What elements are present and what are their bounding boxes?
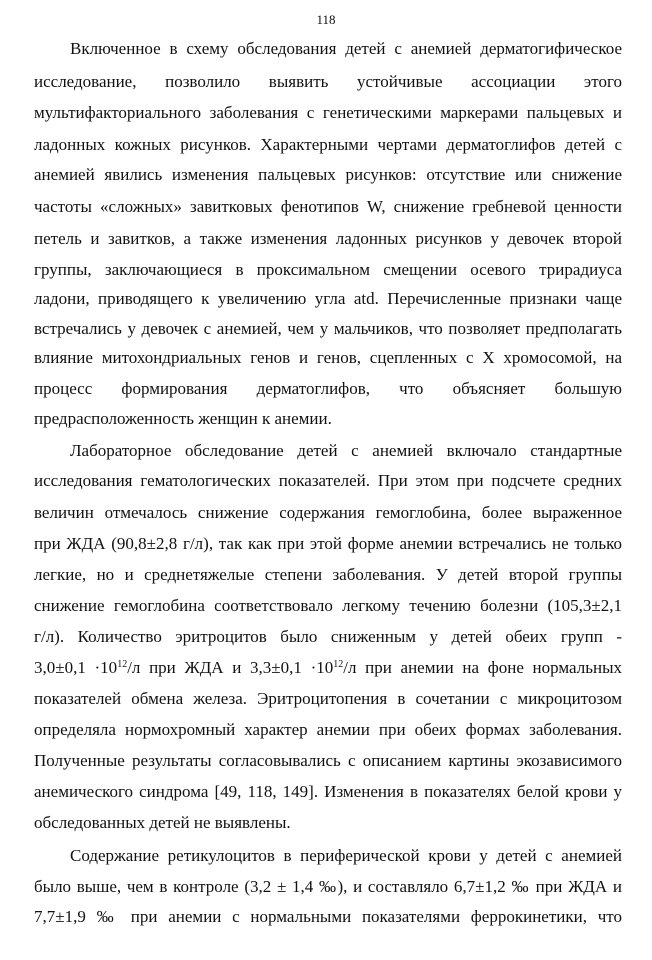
text-line: анемического синдрома [49, 118, 149]. Изменения в показателях белой крови у bbox=[34, 782, 622, 801]
text-line: предрасположенность женщин к анемии. bbox=[34, 409, 332, 428]
text-line: при ЖДА (90,8±2,8 г/л), так как при этой форме анемии встречались не только bbox=[34, 534, 622, 553]
text-line: мультифакториального заболевания с генетическими маркерами пальцевых и bbox=[34, 103, 622, 122]
text-line: частоты «сложных» завитковых фенотипов W, снижение гребневой ценности bbox=[34, 197, 622, 216]
text-line: Полученные результаты согласовывались с описанием картины экозависимого bbox=[34, 751, 622, 770]
text-line: исследования гематологических показателей. При этом при подсчете средних bbox=[34, 471, 622, 490]
text-line: петель и завитков, а также изменения ладонных рисунков у девочек второй bbox=[34, 229, 622, 248]
text-line: анемией явились изменения пальцевых рисунков: отсутствие или снижение bbox=[34, 165, 622, 184]
text-line: обследованных детей не выявлены. bbox=[34, 813, 291, 832]
text-line: было выше, чем в контроле (3,2 ± 1,4 ‰), и составляло 6,7±1,2 ‰ при ЖДА и bbox=[34, 877, 622, 896]
text-line: 7,7±1,9 ‰ при анемии с нормальными показателями феррокинетики, что bbox=[34, 907, 622, 926]
text-segment: /л при анемии на фоне нормальных bbox=[343, 658, 622, 677]
text-line: ладони, приводящего к увеличению угла atd. Перечисленные признаки чаще bbox=[34, 289, 622, 308]
text-line: встречались у девочек с анемией, чем у мальчиков, что позволяет предполагать bbox=[34, 319, 622, 338]
text-line: влияние митохондриальных генов и генов, сцепленных с Х хромосомой, на bbox=[34, 348, 622, 367]
text-line: ладонных кожных рисунков. Характерными чертами дерматоглифов детей с bbox=[34, 135, 622, 154]
text-segment: /л при ЖДА и 3,3±0,1 ·10 bbox=[127, 658, 334, 677]
superscript: 12 bbox=[117, 659, 128, 670]
text-line: снижение гемоглобина соответствовало легкому течению болезни (105,3±2,1 bbox=[34, 596, 622, 615]
text-line: г/л). Количество эритроцитов было сниженным у детей обеих групп - bbox=[34, 627, 622, 646]
text-segment: 3,0±0,1 ·10 bbox=[34, 658, 118, 677]
text-line bbox=[34, 656, 622, 680]
superscript: 12 bbox=[333, 659, 344, 670]
text-line: процесс формирования дерматоглифов, что объясняет большую bbox=[34, 379, 622, 398]
text-line: исследование, позволило выявить устойчивые ассоциации этого bbox=[34, 72, 622, 91]
text-line: группы, заключающиеся в проксимальном смещении осевого трирадиуса bbox=[34, 260, 622, 279]
text-line: показателей обмена железа. Эритроцитопения в сочетании с микроцитозом bbox=[34, 689, 622, 708]
text-line: легкие, но и среднетяжелые степени заболевания. У детей второй группы bbox=[34, 565, 622, 584]
text-line: Содержание ретикулоцитов в периферической крови у детей с анемией bbox=[70, 846, 622, 865]
text-line: Лабораторное обследование детей с анемией включало стандартные bbox=[70, 441, 622, 460]
text-line: величин отмечалось снижение содержания гемоглобина, более выраженное bbox=[34, 503, 622, 522]
text-line: определяла нормохромный характер анемии при обеих формах заболевания. bbox=[34, 720, 622, 739]
page-number: 118 bbox=[316, 12, 336, 27]
text-line: Включенное в схему обследования детей с анемией дерматогифическое bbox=[70, 39, 622, 58]
